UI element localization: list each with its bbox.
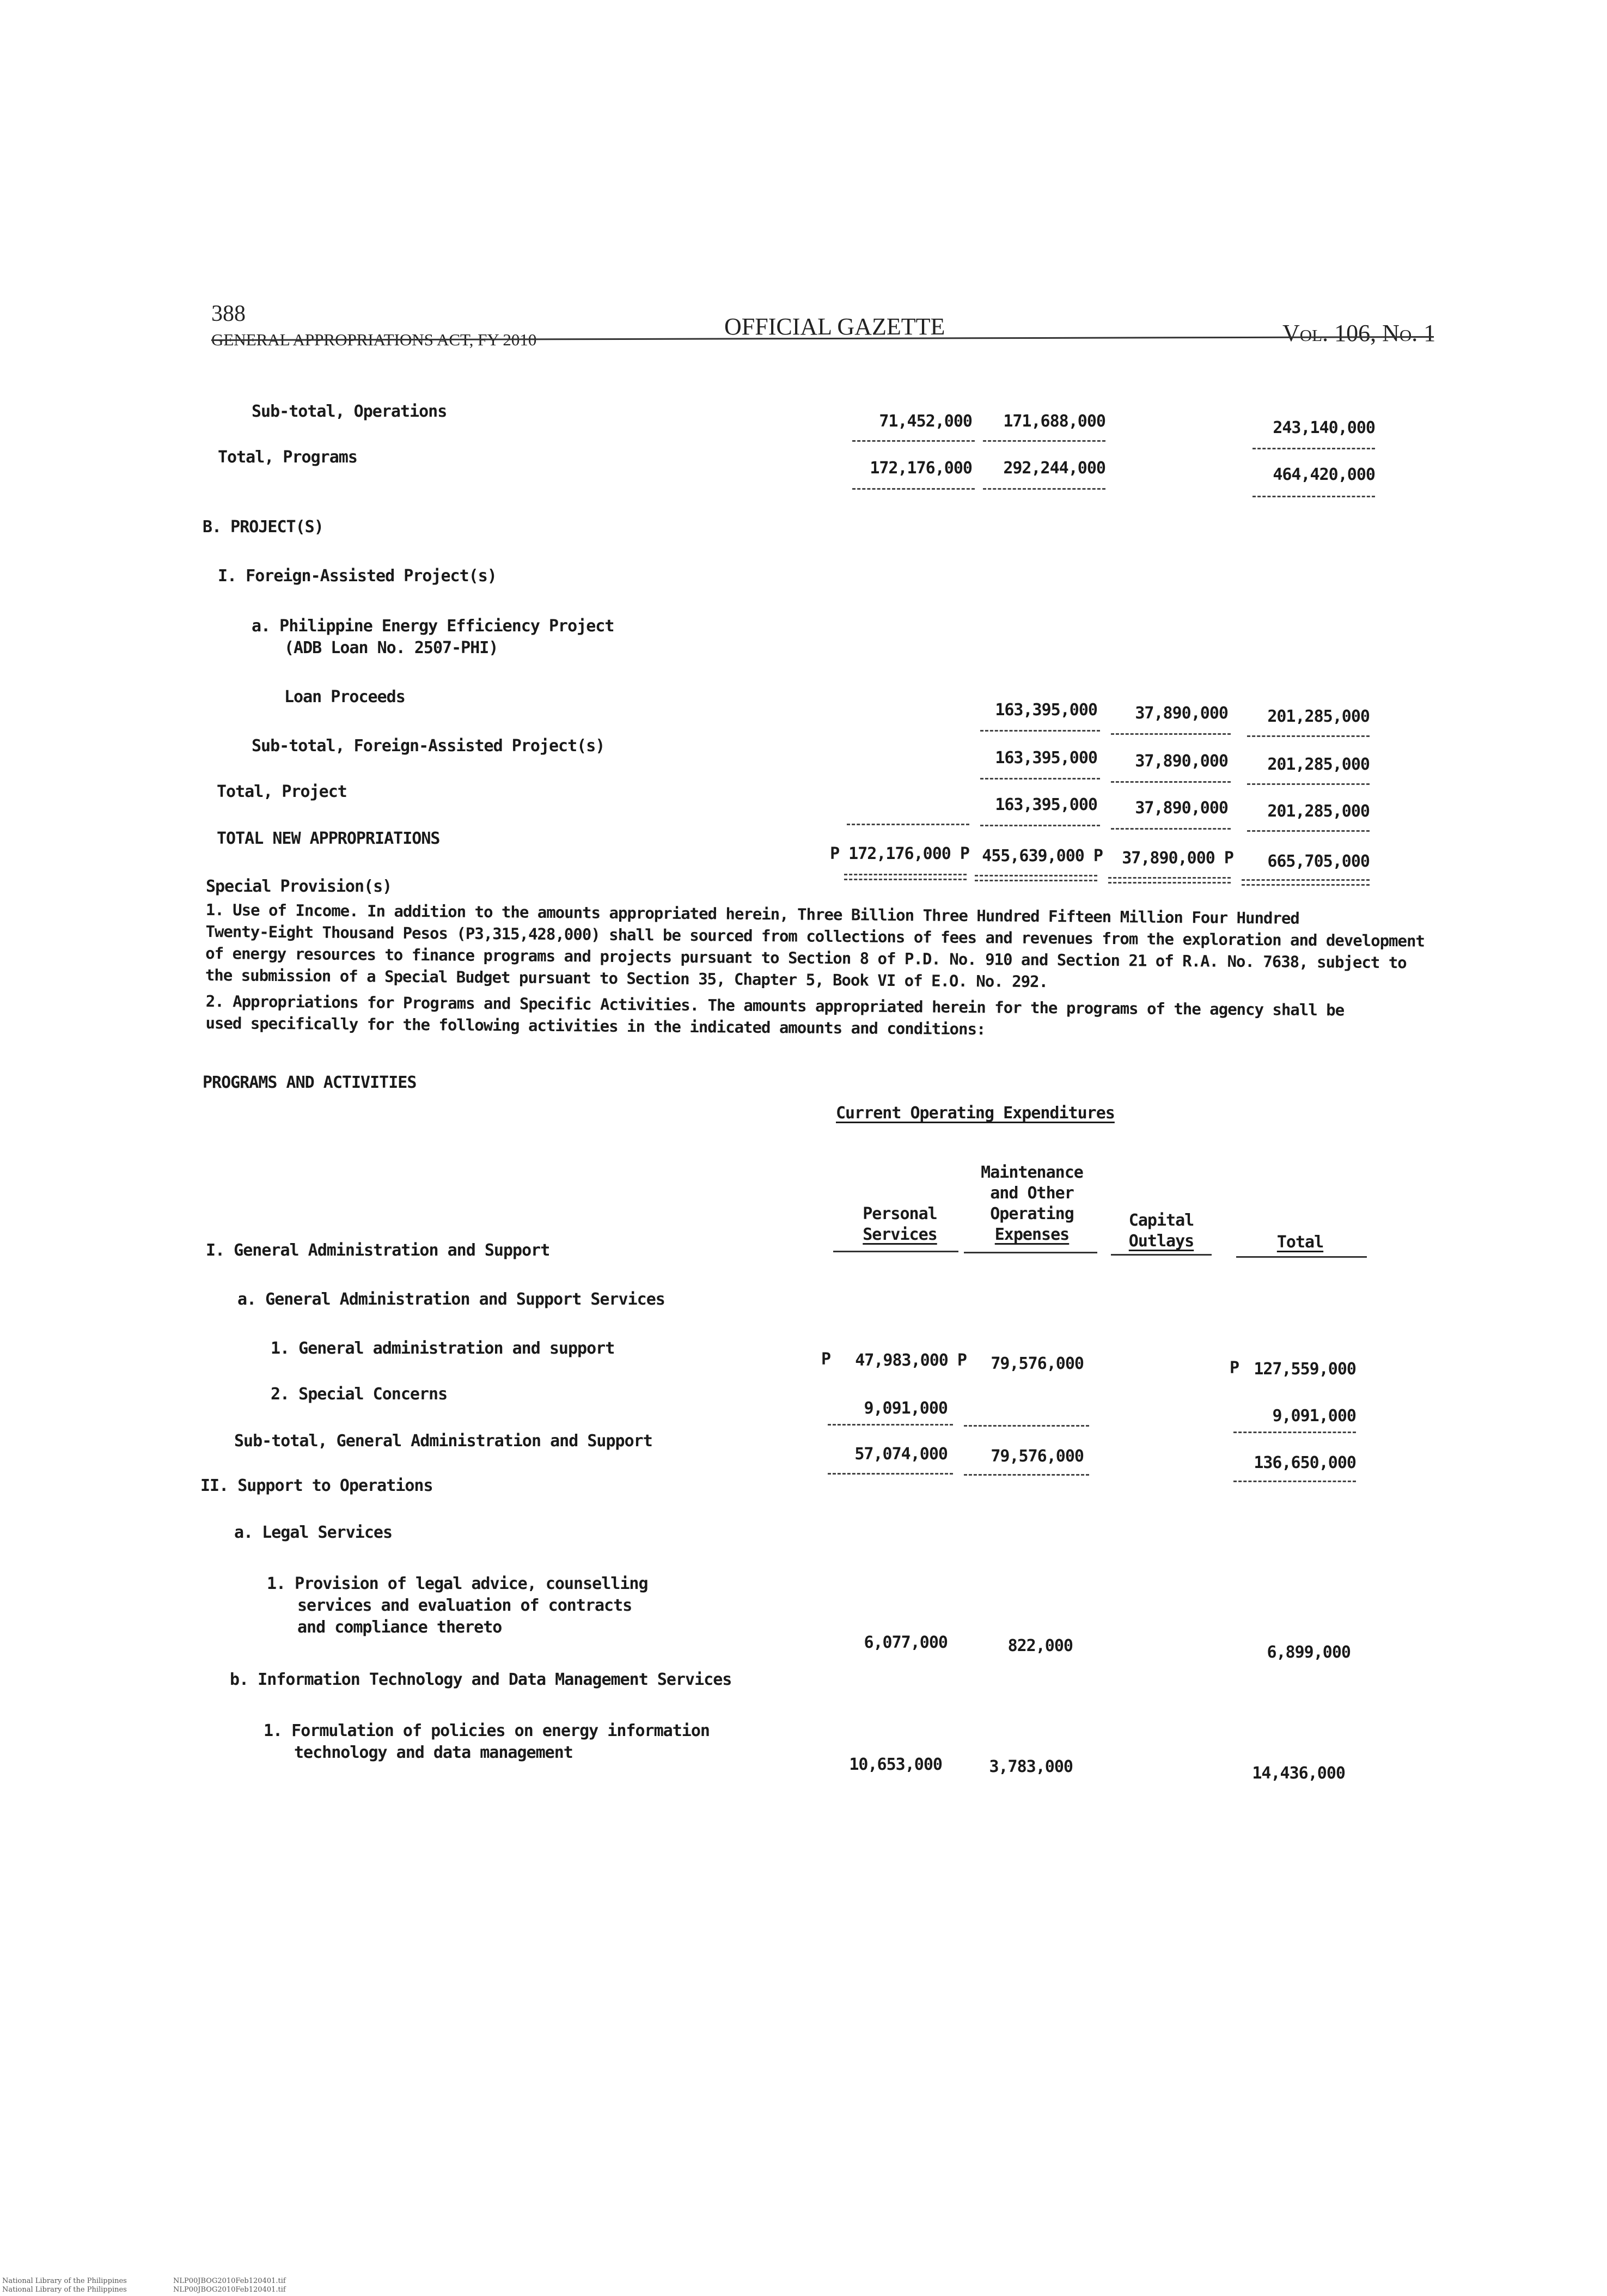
- subtotal-fap-co: 37,890,000: [1135, 752, 1228, 771]
- total-new-ps: P 172,176,000 P: [830, 844, 969, 863]
- sto-a1-ps: 6,077,000: [864, 1633, 948, 1652]
- gas-2-total: 9,091,000: [1272, 1406, 1356, 1426]
- footer-line: National Library of the Philippines: [2, 2277, 127, 2285]
- dash-rule: [1233, 1432, 1356, 1433]
- subtotal-fap-mooe: 163,395,000: [995, 748, 1097, 768]
- sto-heading: II. Support to Operations: [200, 1476, 433, 1495]
- col-header-line: Maintenance: [981, 1163, 1083, 1182]
- subtotal-operations-ps: 71,452,000: [879, 412, 972, 431]
- double-rule: [1108, 877, 1231, 884]
- col-header-rule: [1111, 1254, 1212, 1256]
- subtotal-fap-total: 201,285,000: [1267, 755, 1370, 774]
- gas-heading: I. General Administration and Support: [206, 1241, 550, 1260]
- volume-number: Vol. 106, No. 1: [1282, 320, 1436, 346]
- col-header-line: and Other: [990, 1184, 1074, 1203]
- sto-a1-label: [267, 1573, 648, 1639]
- loan-proceeds-co: 37,890,000: [1135, 704, 1228, 723]
- provision-1-line: Twenty-Eight Thousand Pesos (P3,315,428,000) shall be sourced from collections of fees and revenues from the exploration and development: [205, 922, 1425, 951]
- sto-a1-total: 6,899,000: [1267, 1643, 1351, 1662]
- col-personal-services: [850, 1204, 950, 1245]
- dash-rule: [980, 778, 1100, 779]
- sto-b1-total: 14,436,000: [1252, 1764, 1345, 1783]
- page-number: 388: [211, 301, 246, 326]
- footer-line: NLP00JBOG2010Feb120401.tif: [173, 2286, 286, 2294]
- col-header-rule: [833, 1251, 958, 1252]
- dash-rule: [1247, 735, 1370, 737]
- dash-rule: [1111, 733, 1231, 735]
- col-header-rule: [964, 1252, 1097, 1253]
- peso-sign: P: [821, 1350, 831, 1369]
- total-new-co: 37,890,000 P: [1122, 849, 1233, 868]
- double-rule: [1242, 879, 1370, 886]
- col-header-line: Services: [863, 1225, 937, 1244]
- dash-rule: [1252, 496, 1375, 497]
- total-new-total: 665,705,000: [1267, 852, 1370, 871]
- subtotal-fap-label: Sub-total, Foreign-Assisted Project(s): [252, 736, 605, 756]
- sto-a1-mooe: 822,000: [1007, 1636, 1073, 1655]
- footer-line: National Library of the Philippines: [2, 2286, 127, 2294]
- provision-1-line: of energy resources to finance programs and projects pursuant to Section 8 of P.D. No. 910 and Section 21 of R.A. No. 7638, subject to: [205, 943, 1407, 972]
- dash-rule: [980, 730, 1100, 732]
- col-mooe: [969, 1162, 1095, 1245]
- dash-rule: [964, 1474, 1089, 1476]
- gas-subtotal-label: Sub-total, General Administration and Support: [234, 1432, 652, 1451]
- gas-1-total: 127,559,000: [1254, 1360, 1356, 1379]
- dash-rule: [1111, 781, 1231, 783]
- col-group-header: Current Operating Expenditures: [836, 1104, 1115, 1123]
- provision-2-line: used specifically for the following activities in the indicated amounts and conditions:: [205, 1013, 986, 1039]
- provision-1: [205, 899, 1425, 996]
- col-header-rule: [1236, 1256, 1367, 1258]
- row-label-line: and compliance thereto: [297, 1618, 502, 1637]
- section-b-heading: B. PROJECT(S): [203, 517, 323, 537]
- programs-heading: PROGRAMS AND ACTIVITIES: [203, 1073, 417, 1092]
- sto-a-heading: a. Legal Services: [234, 1523, 393, 1542]
- dash-rule: [1247, 830, 1370, 832]
- double-rule: [975, 875, 1097, 881]
- dash-rule: [852, 440, 975, 442]
- dash-rule: [964, 1425, 1089, 1427]
- sto-b1-ps: 10,653,000: [849, 1755, 942, 1774]
- total-project-total: 201,285,000: [1267, 802, 1370, 821]
- col-header-line: Personal: [863, 1204, 937, 1223]
- provision-1-line: 1. Use of Income. In addition to the amounts appropriated herein, Three Billion Three Hundred Fifteen Million Four Hundred: [205, 900, 1299, 928]
- total-new-label: TOTAL NEW APPROPRIATIONS: [217, 829, 440, 848]
- loan-proceeds-label: Loan Proceeds: [284, 687, 405, 707]
- dash-rule: [980, 825, 1100, 826]
- dash-rule: [828, 1424, 953, 1426]
- total-programs-label: Total, Programs: [218, 448, 357, 467]
- total-programs-mooe: 292,244,000: [1003, 459, 1105, 478]
- gas-subtotal-total: 136,650,000: [1254, 1453, 1356, 1472]
- footer-line: NLP00JBOG2010Feb120401.tif: [173, 2277, 286, 2285]
- col-total: [1242, 1232, 1359, 1253]
- scan-footer-file: [173, 2277, 286, 2294]
- gas-2-ps: 9,091,000: [864, 1399, 948, 1418]
- total-project-mooe: 163,395,000: [995, 795, 1097, 814]
- dash-rule: [1252, 448, 1375, 449]
- col-header-line: Expenses: [994, 1225, 1070, 1244]
- gas-subtotal-ps: 57,074,000: [854, 1445, 948, 1464]
- loan-proceeds-mooe: 163,395,000: [995, 701, 1097, 720]
- subtotal-operations-mooe: 171,688,000: [1003, 412, 1105, 431]
- dash-rule: [852, 488, 975, 490]
- total-project-label: Total, Project: [217, 782, 347, 801]
- dash-rule: [847, 824, 969, 825]
- dash-rule: [828, 1473, 953, 1475]
- provision-2-line: 2. Appropriations for Programs and Specific Activities. The amounts appropriated herein for the programs of the agency shall be: [205, 991, 1345, 1020]
- gas-1-mooe: 79,576,000: [991, 1354, 1084, 1373]
- subtotal-operations-total: 243,140,000: [1273, 418, 1375, 437]
- gas-subtotal-mooe: 79,576,000: [991, 1447, 1084, 1466]
- sto-b1-label: [264, 1720, 710, 1764]
- subtotal-operations-label: Sub-total, Operations: [252, 402, 447, 421]
- row-label-line: technology and data management: [294, 1743, 573, 1762]
- row-label-line: 1. Provision of legal advice, counselling: [267, 1574, 648, 1593]
- total-programs-total: 464,420,000: [1273, 465, 1375, 484]
- double-rule: [844, 874, 967, 880]
- col-header-line: Operating: [990, 1204, 1074, 1223]
- loan-proceeds-total: 201,285,000: [1267, 707, 1370, 726]
- gas-2-label: 2. Special Concerns: [271, 1385, 448, 1404]
- row-label-line: services and evaluation of contracts: [297, 1596, 632, 1615]
- dash-rule: [983, 440, 1105, 442]
- sto-b1-mooe: 3,783,000: [989, 1757, 1073, 1776]
- project-a-title: a. Philippine Energy Efficiency Project: [252, 617, 614, 636]
- act-title: GENERAL APPROPRIATIONS ACT, FY 2010: [211, 330, 537, 349]
- total-programs-ps: 172,176,000: [870, 459, 972, 478]
- dash-rule: [1247, 783, 1370, 785]
- row-label-line: 1. Formulation of policies on energy information: [264, 1721, 710, 1740]
- col-header-line: Capital: [1128, 1211, 1194, 1230]
- gazette-title: OFFICIAL GAZETTE: [724, 313, 945, 340]
- provision-1-line: the submission of a Special Budget pursuant to Section 35, Chapter 5, Book VI of E.O. No. 292.: [205, 965, 1048, 991]
- peso-sign: P: [1230, 1359, 1239, 1378]
- section-i-heading: I. Foreign-Assisted Project(s): [218, 567, 497, 586]
- col-capital-outlays: [1111, 1210, 1212, 1252]
- gas-1-ps: 47,983,000 P: [855, 1351, 967, 1370]
- gas-a-heading: a. General Administration and Support Services: [237, 1290, 665, 1309]
- total-project-co: 37,890,000: [1135, 799, 1228, 818]
- dash-rule: [1111, 828, 1231, 830]
- dash-rule: [983, 488, 1105, 490]
- special-provisions-heading: Special Provision(s): [206, 877, 392, 896]
- total-new-mooe: 455,639,000 P: [982, 846, 1103, 866]
- dash-rule: [1233, 1481, 1356, 1482]
- scan-footer-library: [2, 2277, 127, 2294]
- gas-1-label: 1. General administration and support: [271, 1339, 615, 1358]
- col-header-line: Outlays: [1128, 1232, 1194, 1251]
- project-a-loan: (ADB Loan No. 2507-PHI): [284, 638, 498, 657]
- sto-b-heading: b. Information Technology and Data Management Services: [230, 1670, 732, 1689]
- col-header-line: Total: [1276, 1233, 1324, 1252]
- provision-2: [205, 990, 1344, 1043]
